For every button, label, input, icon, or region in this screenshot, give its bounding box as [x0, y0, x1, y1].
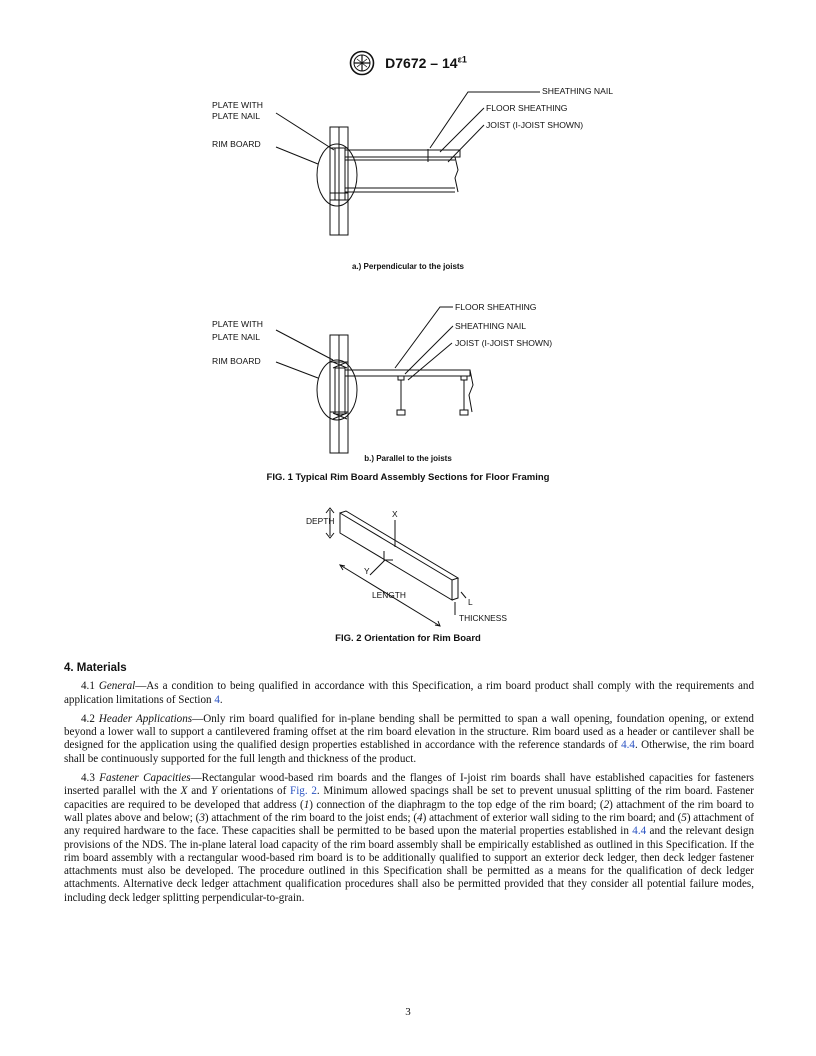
- label-plate-with-b: PLATE WITH: [212, 319, 263, 329]
- label-y: Y: [364, 566, 370, 576]
- label-sheathing-nail-b: SHEATHING NAIL: [455, 321, 526, 331]
- label-floor-sheathing-b: FLOOR SHEATHING: [455, 302, 537, 312]
- label-floor-sheathing: FLOOR SHEATHING: [486, 103, 568, 113]
- label-joist: JOIST (I-JOIST SHOWN): [486, 120, 584, 130]
- paragraph-4-2: 4.2 Header Applications—Only rim board qualified for in-plane bending shall be permitted to span a wall opening, foundation opening, or extend beyond a lower wall to support a cantilevered framing offset at the rim board elevation in the structure. Rim board used as a header or cantilever shall be designed for the application using the qualified design properties established in accordance with the reference standards of 4.4. Otherwise, the rim board shall be continuously supported for the full length and thickness of the product.: [64, 712, 754, 765]
- link-4-4-b[interactable]: 4.4: [632, 825, 647, 838]
- label-l: L: [468, 597, 473, 607]
- label-thickness: THICKNESS: [459, 613, 507, 623]
- label-plate-with: PLATE WITH: [212, 100, 263, 110]
- label-length: LENGTH: [372, 590, 406, 600]
- page-number: 3: [405, 1006, 411, 1018]
- section-materials: [64, 662, 754, 911]
- label-rim-board-b: RIM BOARD: [212, 356, 261, 366]
- label-plate-nail-b: PLATE NAIL: [212, 332, 261, 342]
- paragraph-4-3: 4.3 Fastener Capacities—Rectangular wood-based rim boards and the flanges of I-joist rim boards shall have established capacities for fasteners inserted parallel with the X and Y orientations of Fig. 2. Minimum allowed spacings shall be set to prevent unusual splitting of the rim board. Fastener capacities are required to be developed that address (1) connection of the diaphragm to the top edge of the rim board; (2) attachment of the rim board to wall plates above and below; (3) attachment of the rim board to the joist ends; (4) attachment of exterior wall siding to the rim board; and (5) attachment of any required hardware to the face. These capacities shall be permitted to be based upon the material properties established in 4.4 and the relevant design provisions of the NDS. The in-plane lateral load capacity of the rim board assembly shall be empirically established as outlined in this Specification. If the rim board assembly with a rectangular wood-based rim board is to be additionally qualified to support an exterior deck ledger, then deck ledger fastener attachments must also be developed. The procedure outlined in this Specification shall be permitted as a means for the qualification of deck ledger attachments. Alternative deck ledger attachment qualification procedures shall also be permitted provided that they consider all potential failure modes, including deck ledger splitting perpendicular-to-grain.: [64, 772, 755, 904]
- figure-2-drawing: [0, 490, 816, 630]
- figure-2-caption: FIG. 2 Orientation for Rim Board: [335, 633, 481, 644]
- label-depth: DEPTH: [306, 516, 335, 526]
- figure-1a-subcaption: a.) Perpendicular to the joists: [351, 262, 465, 271]
- figure-1b-subcaption: b.) Parallel to the joists: [364, 454, 452, 463]
- label-rim-board: RIM BOARD: [212, 139, 261, 149]
- label-plate-nail: PLATE NAIL: [212, 111, 261, 121]
- label-sheathing-nail: SHEATHING NAIL: [542, 86, 613, 96]
- label-joist-b: JOIST (I-JOIST SHOWN): [455, 338, 553, 348]
- paragraph-4-1: 4.1 General—As a condition to being qualified in accordance with this Specification, a rim board product shall comply with the requirements and application limitations of Section 4.: [64, 680, 754, 706]
- section-heading: 4. Materials: [64, 662, 127, 674]
- figure-1-caption: FIG. 1 Typical Rim Board Assembly Sections for Floor Framing: [266, 472, 550, 483]
- link-section-4[interactable]: 4: [214, 693, 220, 706]
- figure-1b-drawing: [0, 300, 816, 500]
- standard-designation: $D7672 - 14^{\varepsilon 1}$: [385, 54, 467, 72]
- link-4-4[interactable]: 4.4: [621, 739, 635, 752]
- figure-1a-drawing: [0, 0, 816, 250]
- label-x: X: [392, 509, 398, 519]
- link-fig-2[interactable]: Fig. 2: [290, 785, 317, 798]
